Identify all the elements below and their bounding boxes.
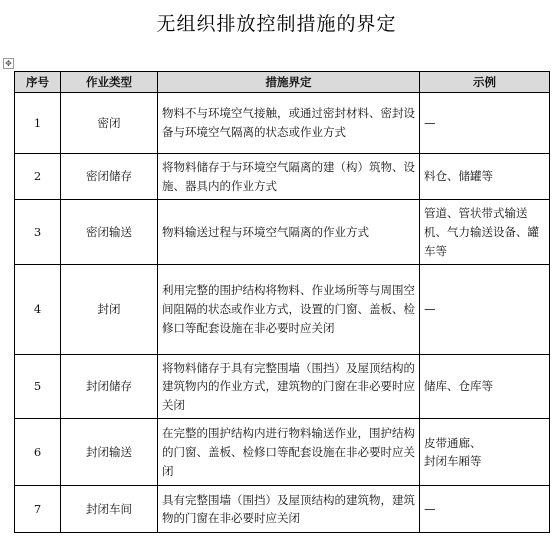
row-example	[420, 486, 550, 533]
example-line: 料仓、储罐等	[424, 169, 493, 184]
example-line: —	[424, 302, 436, 317]
table-row	[15, 153, 550, 200]
row-example	[420, 93, 550, 154]
row-example	[420, 200, 550, 265]
measures-table	[14, 71, 550, 533]
table-header-row	[15, 72, 550, 93]
row-type: 封闭	[61, 265, 158, 354]
row-number: 7	[15, 486, 61, 533]
example-line: —	[424, 115, 436, 130]
row-description: 将物料储存于与环境空气隔离的建（构）筑物、设施、器具内的作业方式	[158, 153, 420, 200]
example-line: —	[424, 501, 436, 516]
row-example	[420, 265, 550, 354]
row-number: 1	[15, 93, 61, 154]
example-line: 皮带通廊、	[424, 435, 482, 450]
row-description: 具有完整围墙（围挡）及屋顶结构的建筑物，建筑物的门窗在非必要时应关闭	[158, 486, 420, 533]
row-number: 2	[15, 153, 61, 200]
row-type: 密闭	[61, 93, 158, 154]
table-row	[15, 419, 550, 486]
row-number: 6	[15, 419, 61, 486]
header-no: 序号	[15, 72, 61, 93]
row-number: 3	[15, 200, 61, 265]
row-type: 密闭输送	[61, 200, 158, 265]
table-row	[15, 354, 550, 419]
row-description: 利用完整的围护结构将物料、作业场所等与周围空间阻隔的状态或作业方式，设置的门窗、盖板、检修口等配套设施在非必要时应关闭	[158, 265, 420, 354]
row-number: 4	[15, 265, 61, 354]
row-type: 封闭车间	[61, 486, 158, 533]
header-measure: 措施界定	[158, 72, 420, 93]
row-example	[420, 354, 550, 419]
table-move-handle-icon[interactable]: ✥	[3, 58, 14, 69]
row-type: 封闭输送	[61, 419, 158, 486]
row-example	[420, 153, 550, 200]
table-row	[15, 200, 550, 265]
row-description: 物料不与环境空气接触，或通过密封材料、密封设备与环境空气隔离的状态或作业方式	[158, 93, 420, 154]
header-type: 作业类型	[61, 72, 158, 93]
row-description: 物料输送过程与环境空气隔离的作业方式	[158, 200, 420, 265]
header-example: 示例	[420, 72, 550, 93]
row-type: 封闭储存	[61, 354, 158, 419]
row-number: 5	[15, 354, 61, 419]
row-type: 密闭储存	[61, 153, 158, 200]
table-row	[15, 93, 550, 154]
row-description: 将物料储存于具有完整围墙（围挡）及屋顶结构的建筑物内的作业方式，建筑物的门窗在非必要时应关闭	[158, 354, 420, 419]
table-row	[15, 265, 550, 354]
example-line: 储库、仓库等	[424, 379, 493, 394]
row-example	[420, 419, 550, 486]
example-line: 封闭车厢等	[424, 454, 482, 469]
row-description: 在完整的围护结构内进行物料输送作业，围护结构的门窗、盖板、检修口等配套设施在非必要时应关闭	[158, 419, 420, 486]
page-title: 无组织排放控制措施的界定	[156, 13, 397, 35]
example-line: 管道、管状带式输送机、气力输送设备、罐车等	[424, 206, 539, 258]
table-row	[15, 486, 550, 533]
